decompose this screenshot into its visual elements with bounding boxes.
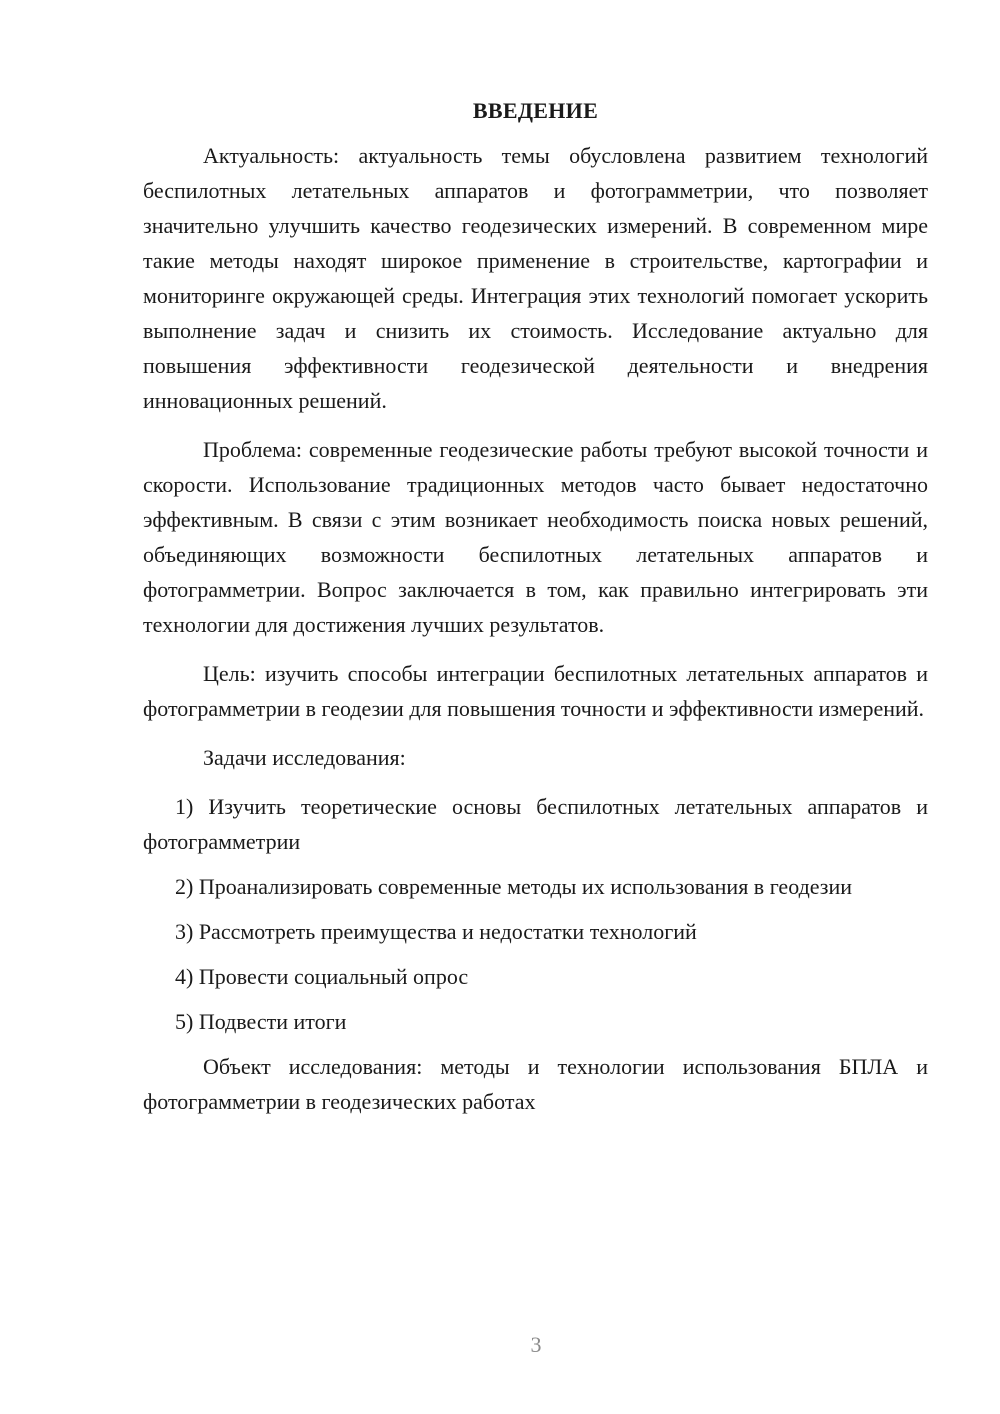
task-item: 4) Провести социальный опрос [175, 964, 469, 989]
page-number: 3 [530, 1332, 542, 1357]
tasks-heading: Задачи исследования: [203, 745, 406, 770]
tasks-list [143, 789, 928, 1039]
task-item: 1) Изучить теоретические основы беспилотных летательных аппаратов и фотограмметрии [143, 794, 928, 854]
task-item: 2) Проанализировать современные методы их использования в геодезии [175, 874, 853, 899]
page-title: ВВЕДЕНИЕ [472, 98, 599, 123]
goal-paragraph: Цель: изучить способы интеграции беспилотных летательных аппаратов и фотограмметрии в геодезии для повышения точности и эффективности измерений. [143, 661, 928, 721]
problem-paragraph: Проблема: современные геодезические работы требуют высокой точности и скорости. Использование традиционных методов часто бывает недостаточно эффективным. В связи с этим возникает необходимость поиска новых решений, объединяющих возможности беспилотных летательных аппаратов и фотограмметрии. Вопрос заключается в том, как правильно интегрировать эти технологии для достижения лучших результатов. [143, 437, 928, 637]
relevance-paragraph: Актуальность: актуальность темы обусловлена развитием технологий беспилотных летательных аппаратов и фотограмметрии, что позволяет значительно улучшить качество геодезических измерений. В современном мире такие методы находят широкое применение в строительстве, картографии и мониторинге окружающей среды. Интеграция этих технологий помогает ускорить выполнение задач и снизить их стоимость. Исследование актуально для повышения эффективности геодезической деятельности и внедрения инновационных решений. [143, 143, 928, 413]
task-item: 3) Рассмотреть преимущества и недостатки технологий [175, 919, 697, 944]
document-page [143, 96, 928, 1133]
object-paragraph: Объект исследования: методы и технологии использования БПЛА и фотограмметрии в геодезических работах [143, 1054, 928, 1114]
task-item: 5) Подвести итоги [175, 1009, 347, 1034]
